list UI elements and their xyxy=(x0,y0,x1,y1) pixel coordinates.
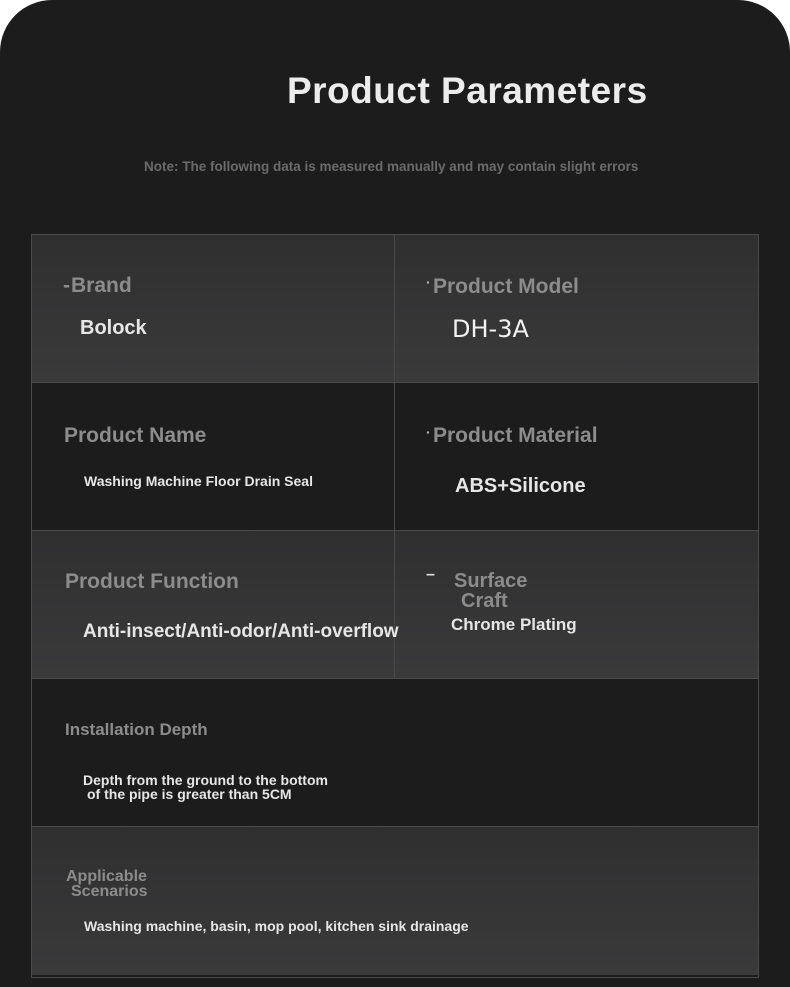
column-divider xyxy=(394,235,395,382)
table-row-installation-depth xyxy=(32,679,758,827)
product-name-value: Washing Machine Floor Drain Seal xyxy=(84,473,313,489)
measurement-note: Note: The following data is measured manually and may contain slight errors xyxy=(144,159,639,174)
model-marker: · xyxy=(426,274,431,290)
table-row-applicable-scenarios xyxy=(32,827,758,975)
surface-craft-value: Chrome Plating xyxy=(451,615,577,634)
applicable-scenarios-value: Washing machine, basin, mop pool, kitchen sink drainage xyxy=(84,918,469,934)
model-label: Product Model xyxy=(433,275,579,298)
page-title: Product Parameters xyxy=(287,70,648,111)
applicable-scenarios-label-line2: Scenarios xyxy=(71,883,148,900)
product-material-label: Product Material xyxy=(433,424,598,447)
column-divider xyxy=(394,531,395,678)
model-value: DH-3A xyxy=(452,315,529,343)
brand-value: Bolock xyxy=(80,317,147,339)
material-marker: · xyxy=(426,424,431,440)
table-row-function-craft xyxy=(32,531,758,679)
brand-label: Brand xyxy=(71,274,132,297)
table-row-brand-model xyxy=(32,235,758,383)
table-row-name-material xyxy=(32,383,758,531)
applicable-scenarios-label-line1: Applicable xyxy=(66,868,147,885)
brand-marker: - xyxy=(63,274,70,297)
product-function-value: Anti-insect/Anti-odor/Anti-overflow xyxy=(83,621,399,642)
installation-depth-label: Installation Depth xyxy=(65,720,208,739)
craft-marker: – xyxy=(426,566,435,583)
column-divider xyxy=(394,383,395,530)
surface-craft-label-line2: Craft xyxy=(461,590,508,612)
product-material-value: ABS+Silicone xyxy=(455,475,586,497)
product-function-label: Product Function xyxy=(65,570,239,593)
parameters-table xyxy=(31,234,759,978)
surface-craft-label-line1: Surface xyxy=(454,570,528,592)
installation-depth-value-line1: Depth from the ground to the bottom xyxy=(83,772,328,788)
installation-depth-value-line2: of the pipe is greater than 5CM xyxy=(87,786,292,802)
product-name-label: Product Name xyxy=(64,424,207,447)
